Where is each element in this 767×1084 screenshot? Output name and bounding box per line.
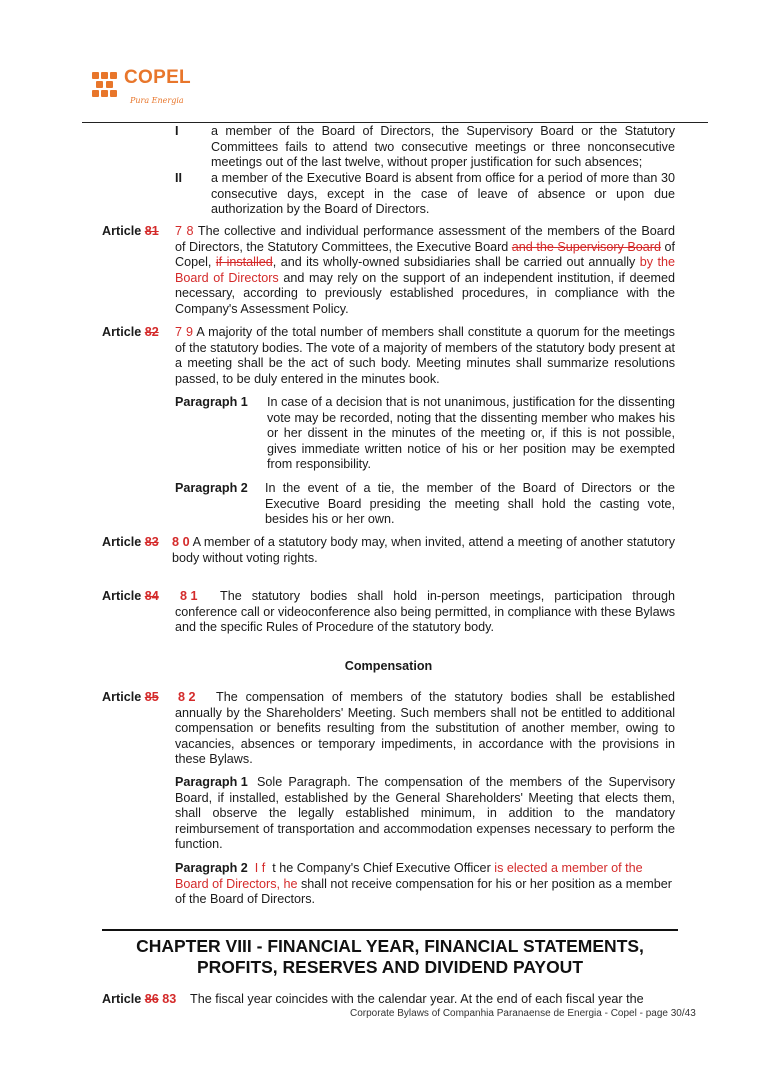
article-82-text: The compensation of members of the statutory bodies shall be established annually by the Shareholders' Meeting. Such members shall not be entitled to additional compensation or benefits resulting from the substitution of another member, owing to vacancies, absences or temporary impediments, in accordance with the provisions in these Bylaws. xyxy=(175,690,675,767)
page-footer: Corporate Bylaws of Companhia Paranaense de Energia - Copel - page 30/43 xyxy=(350,1008,696,1019)
old-article-number: 86 xyxy=(144,992,159,1006)
chapter-title-line-1: CHAPTER VIII - FINANCIAL YEAR, FINANCIAL STATEMENTS, xyxy=(136,936,644,956)
chapter-divider xyxy=(102,929,678,931)
item-number: II xyxy=(175,171,182,185)
old-article-number: 82 xyxy=(144,325,159,339)
article-label: Article 82 xyxy=(102,325,159,339)
new-article-number: 8 2 xyxy=(178,690,196,704)
new-article-number: 83 xyxy=(162,992,177,1006)
paragraph-label: Paragraph 1 xyxy=(175,395,248,409)
old-article-number: 84 xyxy=(144,589,159,603)
paragraph-text: In case of a decision that is not unanimous, justification for the dissenting vote may be recorded, noting that the dissenting member who makes his or her dissent in the minutes of the meeting or, if this is not possible, gives immediate written notice of his or her position may be exempted from responsibility. xyxy=(267,395,675,472)
section-heading: Compensation xyxy=(344,659,433,673)
article-79-text: 7 9 A majority of the total number of members shall constitute a quorum for the meetings of the statutory bodies. The vote of a majority of members of the statutory body present at a meeting shall be the act of such body. Meeting minutes shall summarize resolutions passed, to be duly entered in the minutes book. xyxy=(175,325,675,386)
paragraph-label: Paragraph 2 xyxy=(175,861,248,875)
item-number: I xyxy=(175,124,179,138)
article-83-text: The fiscal year coincides with the calendar year. At the end of each fiscal year the xyxy=(190,992,644,1006)
paragraph-text: Sole Paragraph. The compensation of the members of the Supervisory Board, if installed, established by the General Shareholders' Meeting that elects them, shall observe the legally established minimum, in addition to the mandatory reimbursement of transportation and accommodation expenses necessary to perform the function. xyxy=(175,775,675,852)
item-text: a member of the Board of Directors, the Supervisory Board or the Statutory Committees fails to attend two consecutive meetings or three nonconsecutive meetings out of the last twelve, without proper justification for such absences; xyxy=(211,124,675,170)
article-label: Article 81 xyxy=(102,224,159,238)
header-divider xyxy=(82,122,708,123)
copel-logo xyxy=(90,67,200,108)
old-article-number: 85 xyxy=(144,690,159,704)
article-81-text: The statutory bodies shall hold in-person meetings, participation through conference call or videoconference also being permitted, in compliance with these Bylaws and the specific Rules of Procedure of the statutory body. xyxy=(175,589,675,635)
chapter-title-line-2: PROFITS, RESERVES AND DIVIDEND PAYOUT xyxy=(196,957,584,977)
new-article-number: 8 0 xyxy=(172,535,190,549)
paragraph-text: In the event of a tie, the member of the Board of Directors or the Executive Board presiding the meeting shall hold the casting vote, besides his or her own. xyxy=(265,481,675,527)
article-label: Article 86 83 xyxy=(102,992,177,1006)
new-article-number: 7 8 xyxy=(175,224,194,238)
article-label: Article 85 xyxy=(102,690,159,704)
paragraph-2: Paragraph 2 I f t he Company's Chief Executive Officer is elected a member of the Board of Directors, he shall not receive compensation for his or her position as a member of the Board of Directors. xyxy=(175,861,672,907)
article-78-text: 7 8 The collective and individual performance assessment of the members of the Board of Directors, the Statutory Committees, the Executive Board and the Supervisory Board of Copel, if installed, and its wholly-owned subsidiaries shall be carried out annually by the Board of Directors and may rely on the support of an independent institution, if deemed necessary, according to previously established procedures, in compliance with the Company's Assessment Policy. xyxy=(175,224,675,316)
logo-wordmark: COPEL xyxy=(124,67,191,88)
logo-tagline: Pura Energia xyxy=(130,96,184,105)
old-article-number: 83 xyxy=(144,535,159,549)
article-label: Article 84 xyxy=(102,589,159,603)
article-label: Article 83 xyxy=(102,535,159,549)
copel-logo-icon xyxy=(90,70,120,100)
old-article-number: 81 xyxy=(144,224,159,238)
paragraph-label: Paragraph 1 xyxy=(175,775,248,789)
new-article-number: 8 1 xyxy=(180,589,198,603)
paragraph-label: Paragraph 2 xyxy=(175,481,248,495)
new-article-number: 7 9 xyxy=(175,325,194,339)
item-text: a member of the Executive Board is absent from office for a period of more than 30 consecutive days, except in the case of leave of absence or upon due authorization by the Board of Directors. xyxy=(211,171,675,217)
article-80-text: 8 0 A member of a statutory body may, when invited, attend a meeting of another statutory body without voting rights. xyxy=(172,535,675,565)
